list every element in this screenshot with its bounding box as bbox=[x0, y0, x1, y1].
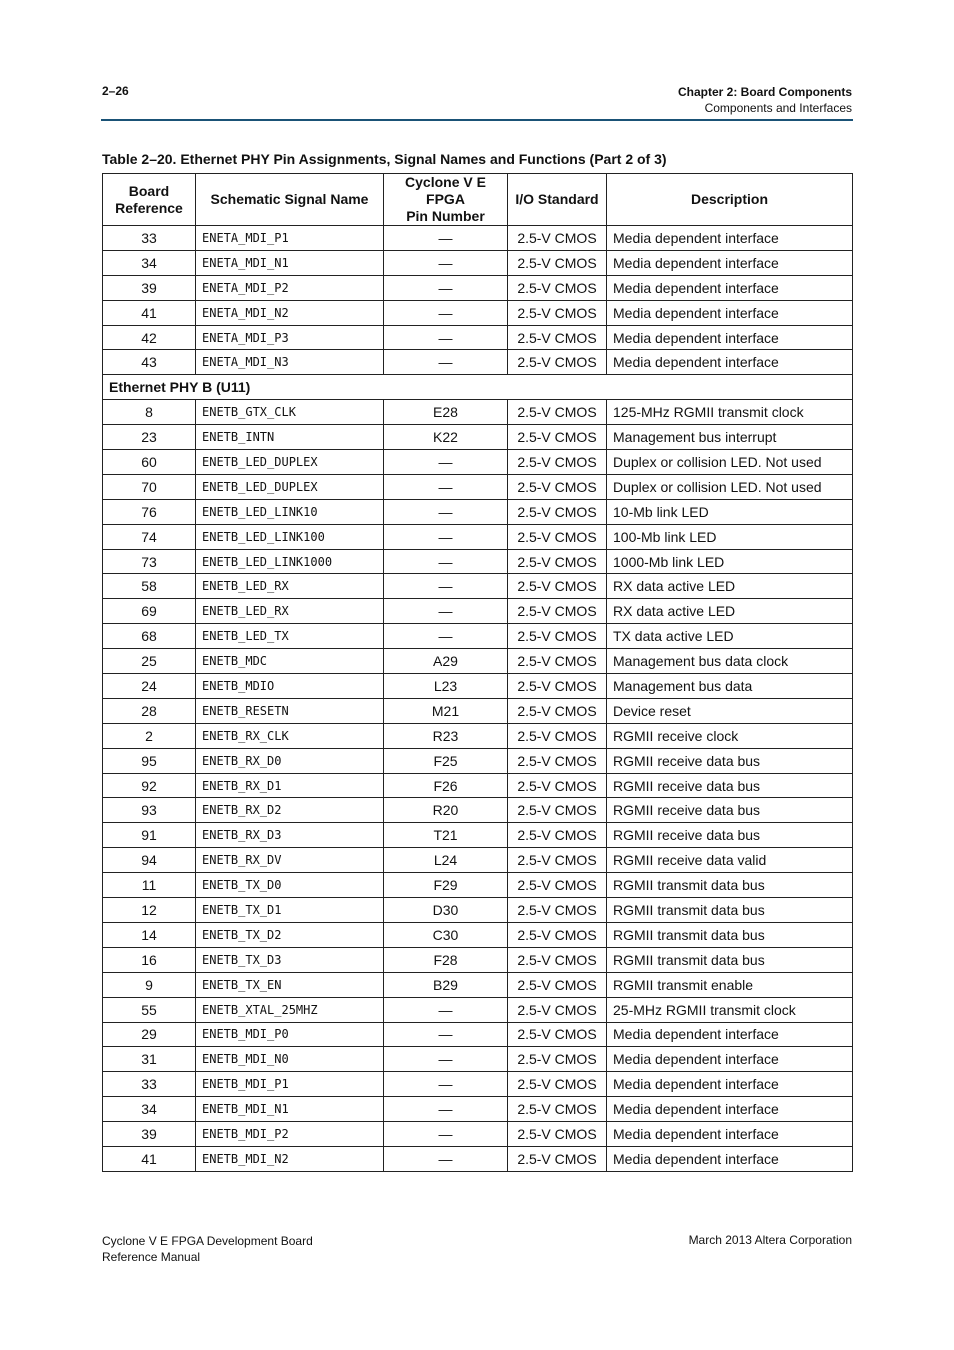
cell-fpga-pin: — bbox=[384, 549, 508, 574]
cell-board-reference: 11 bbox=[103, 873, 196, 898]
cell-io-standard: 2.5-V CMOS bbox=[508, 1022, 607, 1047]
cell-signal-name: ENETB_MDC bbox=[196, 649, 384, 674]
column-header-description: Description bbox=[607, 174, 853, 226]
cell-fpga-pin: — bbox=[384, 300, 508, 325]
cell-description: Media dependent interface bbox=[607, 1047, 853, 1072]
cell-board-reference: 73 bbox=[103, 549, 196, 574]
cell-fpga-pin: R23 bbox=[384, 723, 508, 748]
footer-date-publisher: March 2013 Altera Corporation bbox=[688, 1233, 852, 1247]
cell-fpga-pin: A29 bbox=[384, 649, 508, 674]
cell-description: RGMII receive data bus bbox=[607, 798, 853, 823]
cell-fpga-pin: — bbox=[384, 350, 508, 375]
table-row bbox=[103, 275, 853, 300]
cell-signal-name: ENETB_TX_D1 bbox=[196, 898, 384, 923]
cell-board-reference: 33 bbox=[103, 1072, 196, 1097]
cell-fpga-pin: — bbox=[384, 275, 508, 300]
cell-board-reference: 39 bbox=[103, 1122, 196, 1147]
pin-assignment-table bbox=[102, 173, 853, 1172]
cell-io-standard: 2.5-V CMOS bbox=[508, 947, 607, 972]
cell-signal-name: ENETB_MDI_N2 bbox=[196, 1146, 384, 1171]
group-row bbox=[103, 375, 853, 400]
table-row bbox=[103, 997, 853, 1022]
cell-signal-name: ENETA_MDI_P3 bbox=[196, 325, 384, 350]
cell-description: Media dependent interface bbox=[607, 226, 853, 251]
table-row bbox=[103, 624, 853, 649]
table-row bbox=[103, 599, 853, 624]
cell-signal-name: ENETB_MDI_N1 bbox=[196, 1097, 384, 1122]
cell-io-standard: 2.5-V CMOS bbox=[508, 997, 607, 1022]
cell-description: Media dependent interface bbox=[607, 1072, 853, 1097]
cell-io-standard: 2.5-V CMOS bbox=[508, 873, 607, 898]
cell-fpga-pin: — bbox=[384, 450, 508, 475]
cell-signal-name: ENETB_RX_D2 bbox=[196, 798, 384, 823]
cell-signal-name: ENETB_LED_TX bbox=[196, 624, 384, 649]
group-label: Ethernet PHY B (U11) bbox=[103, 375, 853, 400]
page-number: 2–26 bbox=[102, 84, 129, 98]
cell-signal-name: ENETB_RX_CLK bbox=[196, 723, 384, 748]
cell-io-standard: 2.5-V CMOS bbox=[508, 1097, 607, 1122]
table-row bbox=[103, 748, 853, 773]
cell-io-standard: 2.5-V CMOS bbox=[508, 674, 607, 699]
cell-board-reference: 92 bbox=[103, 773, 196, 798]
cell-fpga-pin: — bbox=[384, 1097, 508, 1122]
cell-io-standard: 2.5-V CMOS bbox=[508, 723, 607, 748]
cell-description: Media dependent interface bbox=[607, 325, 853, 350]
cell-io-standard: 2.5-V CMOS bbox=[508, 350, 607, 375]
cell-fpga-pin: — bbox=[384, 226, 508, 251]
cell-description: Media dependent interface bbox=[607, 1146, 853, 1171]
cell-fpga-pin: T21 bbox=[384, 823, 508, 848]
cell-io-standard: 2.5-V CMOS bbox=[508, 400, 607, 425]
table-row bbox=[103, 674, 853, 699]
cell-board-reference: 34 bbox=[103, 250, 196, 275]
cell-io-standard: 2.5-V CMOS bbox=[508, 649, 607, 674]
cell-io-standard: 2.5-V CMOS bbox=[508, 798, 607, 823]
cell-signal-name: ENETB_TX_D2 bbox=[196, 922, 384, 947]
cell-fpga-pin: K22 bbox=[384, 425, 508, 450]
cell-description: RGMII transmit data bus bbox=[607, 898, 853, 923]
cell-io-standard: 2.5-V CMOS bbox=[508, 848, 607, 873]
table-row bbox=[103, 325, 853, 350]
cell-signal-name: ENETB_MDI_P2 bbox=[196, 1122, 384, 1147]
cell-description: Media dependent interface bbox=[607, 350, 853, 375]
table-row bbox=[103, 425, 853, 450]
cell-board-reference: 95 bbox=[103, 748, 196, 773]
cell-description: RGMII receive data bus bbox=[607, 748, 853, 773]
cell-description: Duplex or collision LED. Not used bbox=[607, 474, 853, 499]
cell-fpga-pin: — bbox=[384, 624, 508, 649]
cell-signal-name: ENETB_MDI_N0 bbox=[196, 1047, 384, 1072]
cell-io-standard: 2.5-V CMOS bbox=[508, 250, 607, 275]
cell-fpga-pin: — bbox=[384, 997, 508, 1022]
cell-signal-name: ENETB_LED_RX bbox=[196, 599, 384, 624]
cell-board-reference: 16 bbox=[103, 947, 196, 972]
cell-fpga-pin: F28 bbox=[384, 947, 508, 972]
cell-board-reference: 93 bbox=[103, 798, 196, 823]
cell-description: RX data active LED bbox=[607, 574, 853, 599]
table-row bbox=[103, 798, 853, 823]
table-row bbox=[103, 1122, 853, 1147]
table-row bbox=[103, 1097, 853, 1122]
table-row bbox=[103, 922, 853, 947]
cell-description: 1000-Mb link LED bbox=[607, 549, 853, 574]
cell-board-reference: 25 bbox=[103, 649, 196, 674]
cell-io-standard: 2.5-V CMOS bbox=[508, 773, 607, 798]
cell-signal-name: ENETB_GTX_CLK bbox=[196, 400, 384, 425]
cell-description: 10-Mb link LED bbox=[607, 499, 853, 524]
cell-fpga-pin: — bbox=[384, 599, 508, 624]
table-row bbox=[103, 873, 853, 898]
cell-io-standard: 2.5-V CMOS bbox=[508, 624, 607, 649]
cell-board-reference: 41 bbox=[103, 300, 196, 325]
cell-board-reference: 12 bbox=[103, 898, 196, 923]
table-row bbox=[103, 773, 853, 798]
cell-io-standard: 2.5-V CMOS bbox=[508, 1047, 607, 1072]
cell-description: Management bus data bbox=[607, 674, 853, 699]
cell-description: RX data active LED bbox=[607, 599, 853, 624]
table-row bbox=[103, 649, 853, 674]
cell-fpga-pin: M21 bbox=[384, 698, 508, 723]
cell-fpga-pin: — bbox=[384, 250, 508, 275]
cell-board-reference: 43 bbox=[103, 350, 196, 375]
cell-io-standard: 2.5-V CMOS bbox=[508, 1122, 607, 1147]
cell-io-standard: 2.5-V CMOS bbox=[508, 922, 607, 947]
running-header bbox=[678, 84, 852, 116]
section-title: Components and Interfaces bbox=[704, 101, 852, 115]
cell-io-standard: 2.5-V CMOS bbox=[508, 1072, 607, 1097]
table-row bbox=[103, 226, 853, 251]
table-row bbox=[103, 848, 853, 873]
footer-document-title bbox=[102, 1233, 313, 1265]
cell-board-reference: 60 bbox=[103, 450, 196, 475]
table-row bbox=[103, 823, 853, 848]
cell-description: 125-MHz RGMII transmit clock bbox=[607, 400, 853, 425]
cell-fpga-pin: F29 bbox=[384, 873, 508, 898]
cell-fpga-pin: — bbox=[384, 499, 508, 524]
cell-io-standard: 2.5-V CMOS bbox=[508, 698, 607, 723]
cell-fpga-pin: L24 bbox=[384, 848, 508, 873]
table-row bbox=[103, 1047, 853, 1072]
cell-fpga-pin: F25 bbox=[384, 748, 508, 773]
table-caption: Table 2–20. Ethernet PHY Pin Assignments, Signal Names and Functions (Part 2 of 3) bbox=[102, 151, 667, 167]
cell-signal-name: ENETA_MDI_N1 bbox=[196, 250, 384, 275]
table-row bbox=[103, 723, 853, 748]
cell-signal-name: ENETB_RX_D0 bbox=[196, 748, 384, 773]
cell-description: Duplex or collision LED. Not used bbox=[607, 450, 853, 475]
cell-signal-name: ENETB_MDI_P0 bbox=[196, 1022, 384, 1047]
cell-io-standard: 2.5-V CMOS bbox=[508, 972, 607, 997]
cell-board-reference: 76 bbox=[103, 499, 196, 524]
chapter-title: Chapter 2: Board Components bbox=[677, 85, 852, 99]
cell-io-standard: 2.5-V CMOS bbox=[508, 599, 607, 624]
cell-description: RGMII receive clock bbox=[607, 723, 853, 748]
table-row bbox=[103, 400, 853, 425]
cell-io-standard: 2.5-V CMOS bbox=[508, 226, 607, 251]
cell-description: RGMII transmit data bus bbox=[607, 922, 853, 947]
cell-board-reference: 74 bbox=[103, 524, 196, 549]
cell-board-reference: 70 bbox=[103, 474, 196, 499]
cell-description: Media dependent interface bbox=[607, 1122, 853, 1147]
cell-description: 100-Mb link LED bbox=[607, 524, 853, 549]
cell-description: Management bus interrupt bbox=[607, 425, 853, 450]
cell-board-reference: 68 bbox=[103, 624, 196, 649]
table-row bbox=[103, 474, 853, 499]
table-row bbox=[103, 499, 853, 524]
cell-description: 25-MHz RGMII transmit clock bbox=[607, 997, 853, 1022]
cell-description: RGMII receive data bus bbox=[607, 773, 853, 798]
cell-board-reference: 41 bbox=[103, 1146, 196, 1171]
cell-signal-name: ENETB_RX_D1 bbox=[196, 773, 384, 798]
cell-signal-name: ENETB_MDI_P1 bbox=[196, 1072, 384, 1097]
cell-description: Media dependent interface bbox=[607, 275, 853, 300]
header-rule bbox=[101, 119, 853, 121]
table-row bbox=[103, 898, 853, 923]
table-row bbox=[103, 1022, 853, 1047]
cell-fpga-pin: — bbox=[384, 1072, 508, 1097]
cell-description: RGMII receive data bus bbox=[607, 823, 853, 848]
cell-io-standard: 2.5-V CMOS bbox=[508, 574, 607, 599]
cell-io-standard: 2.5-V CMOS bbox=[508, 275, 607, 300]
cell-signal-name: ENETA_MDI_N2 bbox=[196, 300, 384, 325]
cell-signal-name: ENETA_MDI_N3 bbox=[196, 350, 384, 375]
cell-fpga-pin: — bbox=[384, 574, 508, 599]
cell-io-standard: 2.5-V CMOS bbox=[508, 474, 607, 499]
table-row bbox=[103, 300, 853, 325]
cell-io-standard: 2.5-V CMOS bbox=[508, 1146, 607, 1171]
cell-fpga-pin: C30 bbox=[384, 922, 508, 947]
cell-signal-name: ENETB_TX_D0 bbox=[196, 873, 384, 898]
cell-signal-name: ENETB_RESETN bbox=[196, 698, 384, 723]
cell-signal-name: ENETB_RX_DV bbox=[196, 848, 384, 873]
cell-board-reference: 58 bbox=[103, 574, 196, 599]
cell-description: Media dependent interface bbox=[607, 1022, 853, 1047]
cell-board-reference: 69 bbox=[103, 599, 196, 624]
cell-description: Device reset bbox=[607, 698, 853, 723]
cell-fpga-pin: — bbox=[384, 524, 508, 549]
table-row bbox=[103, 450, 853, 475]
table-row bbox=[103, 574, 853, 599]
cell-signal-name: ENETB_LED_DUPLEX bbox=[196, 450, 384, 475]
cell-fpga-pin: F26 bbox=[384, 773, 508, 798]
cell-signal-name: ENETB_LED_RX bbox=[196, 574, 384, 599]
cell-io-standard: 2.5-V CMOS bbox=[508, 325, 607, 350]
cell-io-standard: 2.5-V CMOS bbox=[508, 823, 607, 848]
cell-board-reference: 28 bbox=[103, 698, 196, 723]
footer-line-2: Reference Manual bbox=[102, 1250, 201, 1264]
cell-signal-name: ENETB_LED_LINK10 bbox=[196, 499, 384, 524]
cell-board-reference: 42 bbox=[103, 325, 196, 350]
cell-board-reference: 33 bbox=[103, 226, 196, 251]
column-header-signal-name: Schematic Signal Name bbox=[196, 174, 384, 226]
table-row bbox=[103, 947, 853, 972]
cell-fpga-pin: — bbox=[384, 325, 508, 350]
cell-description: RGMII transmit enable bbox=[607, 972, 853, 997]
cell-description: TX data active LED bbox=[607, 624, 853, 649]
table-row bbox=[103, 1146, 853, 1171]
cell-fpga-pin: — bbox=[384, 474, 508, 499]
cell-fpga-pin: — bbox=[384, 1047, 508, 1072]
cell-fpga-pin: D30 bbox=[384, 898, 508, 923]
column-header-board-reference: Board Reference bbox=[103, 174, 196, 226]
table-row bbox=[103, 1072, 853, 1097]
cell-board-reference: 91 bbox=[103, 823, 196, 848]
cell-description: Media dependent interface bbox=[607, 300, 853, 325]
cell-io-standard: 2.5-V CMOS bbox=[508, 524, 607, 549]
cell-signal-name: ENETA_MDI_P1 bbox=[196, 226, 384, 251]
cell-io-standard: 2.5-V CMOS bbox=[508, 425, 607, 450]
cell-io-standard: 2.5-V CMOS bbox=[508, 748, 607, 773]
cell-signal-name: ENETB_LED_DUPLEX bbox=[196, 474, 384, 499]
cell-fpga-pin: R20 bbox=[384, 798, 508, 823]
cell-signal-name: ENETA_MDI_P2 bbox=[196, 275, 384, 300]
cell-description: RGMII receive data valid bbox=[607, 848, 853, 873]
cell-board-reference: 23 bbox=[103, 425, 196, 450]
table-header-row bbox=[103, 174, 853, 226]
footer-line-1: Cyclone V E FPGA Development Board bbox=[102, 1234, 313, 1248]
table-row bbox=[103, 250, 853, 275]
cell-board-reference: 29 bbox=[103, 1022, 196, 1047]
cell-io-standard: 2.5-V CMOS bbox=[508, 499, 607, 524]
cell-io-standard: 2.5-V CMOS bbox=[508, 898, 607, 923]
cell-signal-name: ENETB_TX_D3 bbox=[196, 947, 384, 972]
cell-board-reference: 14 bbox=[103, 922, 196, 947]
cell-board-reference: 55 bbox=[103, 997, 196, 1022]
cell-fpga-pin: — bbox=[384, 1122, 508, 1147]
table-row bbox=[103, 350, 853, 375]
cell-fpga-pin: — bbox=[384, 1146, 508, 1171]
cell-description: Media dependent interface bbox=[607, 250, 853, 275]
cell-board-reference: 9 bbox=[103, 972, 196, 997]
column-header-io-standard: I/O Standard bbox=[508, 174, 607, 226]
cell-fpga-pin: L23 bbox=[384, 674, 508, 699]
cell-board-reference: 2 bbox=[103, 723, 196, 748]
cell-io-standard: 2.5-V CMOS bbox=[508, 549, 607, 574]
table-row bbox=[103, 972, 853, 997]
cell-description: RGMII transmit data bus bbox=[607, 873, 853, 898]
cell-board-reference: 34 bbox=[103, 1097, 196, 1122]
cell-description: Media dependent interface bbox=[607, 1097, 853, 1122]
cell-fpga-pin: E28 bbox=[384, 400, 508, 425]
cell-description: RGMII transmit data bus bbox=[607, 947, 853, 972]
table-row bbox=[103, 698, 853, 723]
table-row bbox=[103, 549, 853, 574]
cell-signal-name: ENETB_RX_D3 bbox=[196, 823, 384, 848]
cell-fpga-pin: — bbox=[384, 1022, 508, 1047]
cell-signal-name: ENETB_LED_LINK1000 bbox=[196, 549, 384, 574]
cell-io-standard: 2.5-V CMOS bbox=[508, 300, 607, 325]
cell-signal-name: ENETB_TX_EN bbox=[196, 972, 384, 997]
cell-io-standard: 2.5-V CMOS bbox=[508, 450, 607, 475]
column-header-fpga-pin: Cyclone V E FPGA Pin Number bbox=[384, 174, 508, 226]
cell-signal-name: ENETB_INTN bbox=[196, 425, 384, 450]
cell-board-reference: 39 bbox=[103, 275, 196, 300]
cell-board-reference: 8 bbox=[103, 400, 196, 425]
cell-fpga-pin: B29 bbox=[384, 972, 508, 997]
cell-board-reference: 94 bbox=[103, 848, 196, 873]
cell-description: Management bus data clock bbox=[607, 649, 853, 674]
cell-signal-name: ENETB_XTAL_25MHZ bbox=[196, 997, 384, 1022]
cell-board-reference: 31 bbox=[103, 1047, 196, 1072]
cell-signal-name: ENETB_MDIO bbox=[196, 674, 384, 699]
cell-board-reference: 24 bbox=[103, 674, 196, 699]
table-row bbox=[103, 524, 853, 549]
cell-signal-name: ENETB_LED_LINK100 bbox=[196, 524, 384, 549]
